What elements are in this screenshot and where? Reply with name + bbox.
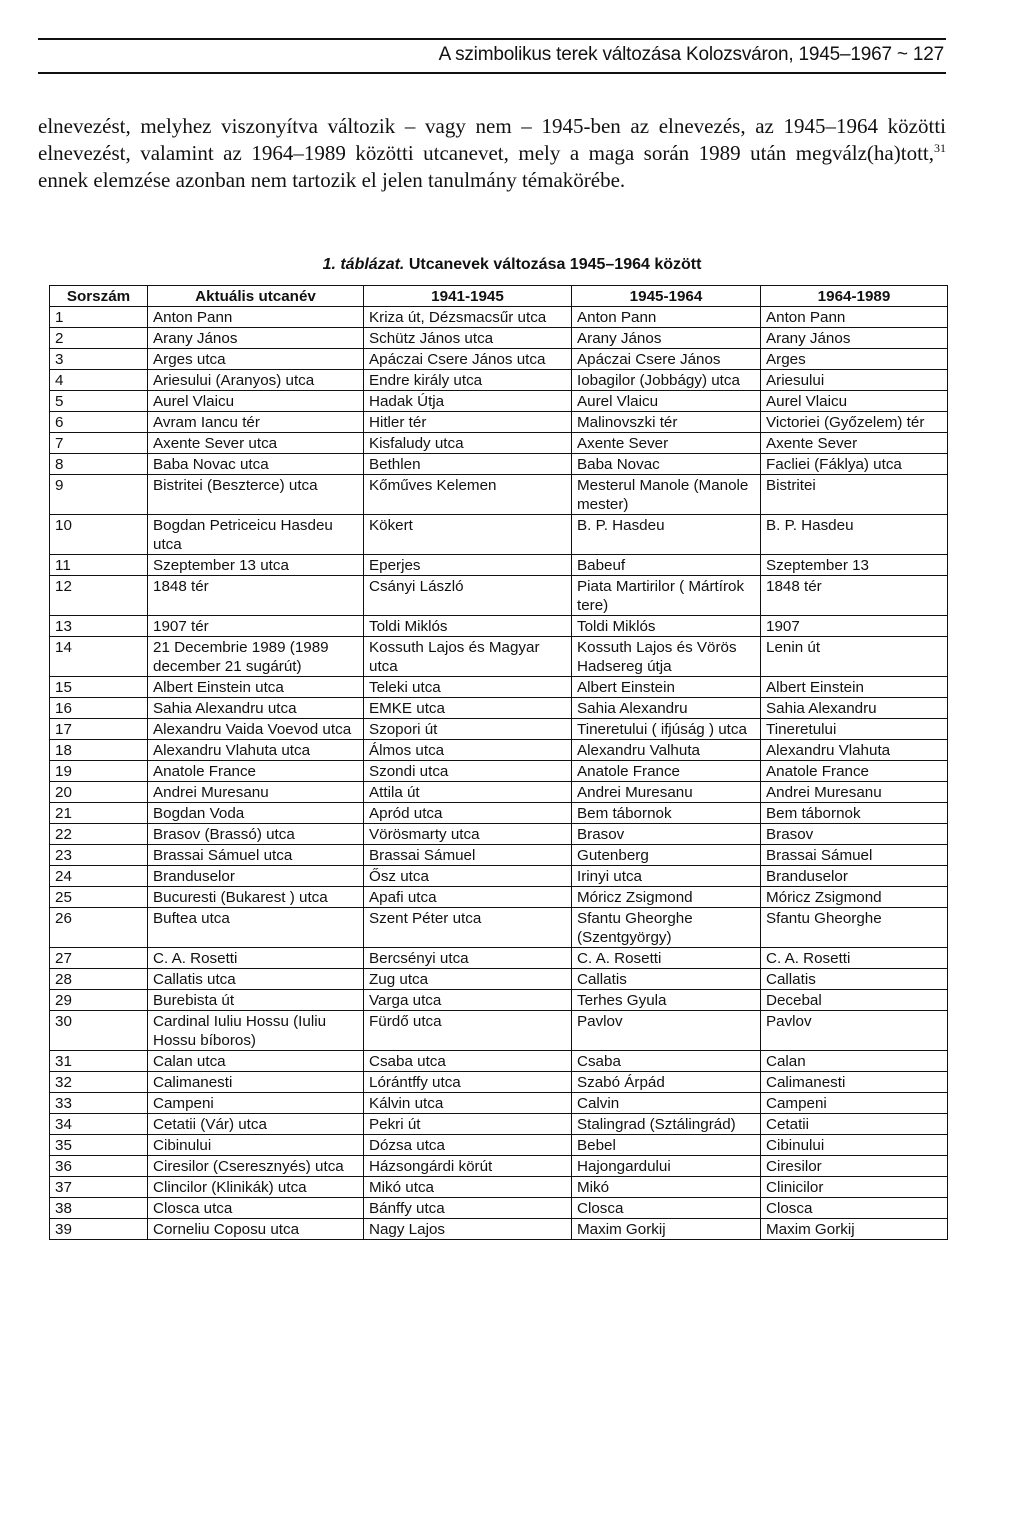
table-row	[50, 328, 948, 349]
table-row	[50, 866, 948, 887]
cell-number: 19	[50, 761, 148, 782]
cell-current-name: Bistritei (Beszterce) utca	[148, 475, 364, 515]
cell-1945-1964: Apáczai Csere János	[572, 349, 761, 370]
cell-1941-1945: Endre király utca	[364, 370, 572, 391]
cell-current-name: Avram Iancu tér	[148, 412, 364, 433]
cell-number: 5	[50, 391, 148, 412]
table-row	[50, 515, 948, 555]
cell-1945-1964: Toldi Miklós	[572, 616, 761, 637]
table-row	[50, 1114, 948, 1135]
cell-1964-1989: Aurel Vlaicu	[761, 391, 948, 412]
cell-current-name: Closca utca	[148, 1198, 364, 1219]
cell-1964-1989: Anatole France	[761, 761, 948, 782]
cell-1945-1964: Albert Einstein	[572, 677, 761, 698]
table-row	[50, 761, 948, 782]
cell-number: 28	[50, 969, 148, 990]
street-names-table	[49, 285, 948, 1240]
intro-text-part-2: ennek elemzése azonban nem tartozik el jelen tanulmány témakörébe.	[38, 168, 626, 192]
table-caption	[0, 256, 1024, 274]
cell-1964-1989: Sfantu Gheorghe	[761, 908, 948, 948]
cell-1941-1945: Bercsényi utca	[364, 948, 572, 969]
cell-1964-1989: Calan	[761, 1051, 948, 1072]
cell-1945-1964: Csaba	[572, 1051, 761, 1072]
cell-1964-1989: Cibinului	[761, 1135, 948, 1156]
table-row	[50, 719, 948, 740]
table-row	[50, 782, 948, 803]
cell-1964-1989: Branduselor	[761, 866, 948, 887]
table-row	[50, 908, 948, 948]
table-row	[50, 637, 948, 677]
cell-number: 12	[50, 576, 148, 616]
cell-1945-1964: Malinovszki tér	[572, 412, 761, 433]
table-row	[50, 1011, 948, 1051]
cell-1945-1964: Gutenberg	[572, 845, 761, 866]
cell-current-name: Campeni	[148, 1093, 364, 1114]
cell-number: 39	[50, 1219, 148, 1240]
table-row	[50, 454, 948, 475]
cell-1945-1964: Pavlov	[572, 1011, 761, 1051]
cell-current-name: Calan utca	[148, 1051, 364, 1072]
cell-1945-1964: C. A. Rosetti	[572, 948, 761, 969]
cell-1964-1989: Closca	[761, 1198, 948, 1219]
cell-current-name: Andrei Muresanu	[148, 782, 364, 803]
cell-number: 15	[50, 677, 148, 698]
cell-1964-1989: Brassai Sámuel	[761, 845, 948, 866]
cell-1941-1945: Bánffy utca	[364, 1198, 572, 1219]
table-row	[50, 616, 948, 637]
cell-1941-1945: Szent Péter utca	[364, 908, 572, 948]
running-head: A szimbolikus terek változása Kolozsváron, 1945–1967 ~ 127	[438, 44, 944, 65]
header-1964-1989: 1964-1989	[761, 286, 948, 307]
cell-1964-1989: Axente Sever	[761, 433, 948, 454]
cell-number: 17	[50, 719, 148, 740]
cell-1945-1964: Tineretului ( ifjúság ) utca	[572, 719, 761, 740]
cell-1945-1964: Bem tábornok	[572, 803, 761, 824]
cell-current-name: Buftea utca	[148, 908, 364, 948]
cell-1945-1964: Sahia Alexandru	[572, 698, 761, 719]
cell-1945-1964: Kossuth Lajos és Vörös Hadsereg útja	[572, 637, 761, 677]
cell-1941-1945: Schütz János utca	[364, 328, 572, 349]
cell-1964-1989: Campeni	[761, 1093, 948, 1114]
cell-number: 32	[50, 1072, 148, 1093]
cell-current-name: Cardinal Iuliu Hossu (Iuliu Hossu bíboros)	[148, 1011, 364, 1051]
cell-1945-1964: Hajongardului	[572, 1156, 761, 1177]
cell-current-name: Szeptember 13 utca	[148, 555, 364, 576]
cell-1945-1964: B. P. Hasdeu	[572, 515, 761, 555]
cell-1941-1945: Vörösmarty utca	[364, 824, 572, 845]
cell-1964-1989: 1848 tér	[761, 576, 948, 616]
table-row	[50, 349, 948, 370]
cell-1945-1964: Stalingrad (Sztálingrád)	[572, 1114, 761, 1135]
cell-1941-1945: Toldi Miklós	[364, 616, 572, 637]
cell-1941-1945: Lórántffy utca	[364, 1072, 572, 1093]
table-row	[50, 948, 948, 969]
table-row	[50, 576, 948, 616]
cell-current-name: 21 Decembrie 1989 (1989 december 21 sugárút)	[148, 637, 364, 677]
cell-1945-1964: Arany János	[572, 328, 761, 349]
cell-number: 26	[50, 908, 148, 948]
cell-1945-1964: Iobagilor (Jobbágy) utca	[572, 370, 761, 391]
cell-1964-1989: Arges	[761, 349, 948, 370]
cell-1964-1989: Brasov	[761, 824, 948, 845]
cell-number: 38	[50, 1198, 148, 1219]
cell-1945-1964: Anatole France	[572, 761, 761, 782]
table-row	[50, 475, 948, 515]
cell-1964-1989: Pavlov	[761, 1011, 948, 1051]
cell-number: 9	[50, 475, 148, 515]
cell-current-name: Bogdan Voda	[148, 803, 364, 824]
table-row	[50, 1072, 948, 1093]
cell-number: 24	[50, 866, 148, 887]
cell-current-name: Ariesului (Aranyos) utca	[148, 370, 364, 391]
cell-number: 22	[50, 824, 148, 845]
header-sorszam: Sorszám	[50, 286, 148, 307]
cell-1941-1945: Attila út	[364, 782, 572, 803]
cell-number: 21	[50, 803, 148, 824]
cell-current-name: Brassai Sámuel utca	[148, 845, 364, 866]
cell-1945-1964: Móricz Zsigmond	[572, 887, 761, 908]
cell-1941-1945: Házsongárdi körút	[364, 1156, 572, 1177]
cell-1964-1989: Albert Einstein	[761, 677, 948, 698]
cell-1941-1945: Pekri út	[364, 1114, 572, 1135]
cell-current-name: Branduselor	[148, 866, 364, 887]
cell-current-name: Sahia Alexandru utca	[148, 698, 364, 719]
cell-number: 8	[50, 454, 148, 475]
cell-number: 2	[50, 328, 148, 349]
table-row	[50, 433, 948, 454]
cell-1945-1964: Aurel Vlaicu	[572, 391, 761, 412]
cell-1945-1964: Brasov	[572, 824, 761, 845]
cell-number: 14	[50, 637, 148, 677]
cell-1941-1945: Szopori út	[364, 719, 572, 740]
cell-1945-1964: Terhes Gyula	[572, 990, 761, 1011]
cell-1941-1945: Ősz utca	[364, 866, 572, 887]
cell-current-name: Brasov (Brassó) utca	[148, 824, 364, 845]
cell-1964-1989: Facliei (Fáklya) utca	[761, 454, 948, 475]
cell-number: 16	[50, 698, 148, 719]
cell-1945-1964: Szabó Árpád	[572, 1072, 761, 1093]
table-row	[50, 370, 948, 391]
cell-1964-1989: Andrei Muresanu	[761, 782, 948, 803]
cell-1941-1945: Kőműves Kelemen	[364, 475, 572, 515]
cell-1964-1989: Bistritei	[761, 475, 948, 515]
cell-1941-1945: Kossuth Lajos és Magyar utca	[364, 637, 572, 677]
cell-1941-1945: Kálvin utca	[364, 1093, 572, 1114]
table-row	[50, 887, 948, 908]
cell-current-name: Cibinului	[148, 1135, 364, 1156]
cell-1941-1945: Mikó utca	[364, 1177, 572, 1198]
cell-1964-1989: Alexandru Vlahuta	[761, 740, 948, 761]
cell-1964-1989: Lenin út	[761, 637, 948, 677]
cell-1941-1945: Varga utca	[364, 990, 572, 1011]
cell-number: 1	[50, 307, 148, 328]
cell-number: 10	[50, 515, 148, 555]
cell-number: 30	[50, 1011, 148, 1051]
cell-1941-1945: Szondi utca	[364, 761, 572, 782]
cell-1941-1945: Kisfaludy utca	[364, 433, 572, 454]
cell-1941-1945: Fürdő utca	[364, 1011, 572, 1051]
table-row	[50, 1219, 948, 1240]
cell-1945-1964: Bebel	[572, 1135, 761, 1156]
table-caption-label: 1. táblázat.	[322, 256, 405, 273]
table-row	[50, 1177, 948, 1198]
table-row	[50, 1135, 948, 1156]
cell-number: 7	[50, 433, 148, 454]
cell-1945-1964: Closca	[572, 1198, 761, 1219]
cell-1941-1945: Kriza út, Dézsmacsűr utca	[364, 307, 572, 328]
cell-number: 36	[50, 1156, 148, 1177]
cell-1945-1964: Alexandru Valhuta	[572, 740, 761, 761]
cell-1945-1964: Baba Novac	[572, 454, 761, 475]
intro-text-part-1: elnevezést, melyhez viszonyítva változik – vagy nem – 1945-ben az elnevezés, az 1945–1964 közötti elnevezést, valamint az 1964–1989 közötti utcanevet, mely a maga során 1989 után megválz(ha)tott,	[38, 114, 946, 165]
cell-1941-1945: Hitler tér	[364, 412, 572, 433]
cell-current-name: Axente Sever utca	[148, 433, 364, 454]
cell-current-name: Anton Pann	[148, 307, 364, 328]
cell-current-name: Alexandru Vaida Voevod utca	[148, 719, 364, 740]
cell-1941-1945: Nagy Lajos	[364, 1219, 572, 1240]
cell-current-name: Bogdan Petriceicu Hasdeu utca	[148, 515, 364, 555]
cell-current-name: Corneliu Coposu utca	[148, 1219, 364, 1240]
cell-1964-1989: Victoriei (Győzelem) tér	[761, 412, 948, 433]
cell-number: 18	[50, 740, 148, 761]
table-row	[50, 1156, 948, 1177]
cell-1941-1945: Bethlen	[364, 454, 572, 475]
table-caption-title: Utcanevek változása 1945–1964 között	[408, 256, 702, 273]
cell-current-name: 1848 tér	[148, 576, 364, 616]
table-row	[50, 1093, 948, 1114]
table-row	[50, 555, 948, 576]
cell-1941-1945: Hadak Útja	[364, 391, 572, 412]
cell-1964-1989: B. P. Hasdeu	[761, 515, 948, 555]
header-1945-1964: 1945-1964	[572, 286, 761, 307]
cell-1964-1989: Ariesului	[761, 370, 948, 391]
cell-number: 27	[50, 948, 148, 969]
table-row	[50, 307, 948, 328]
cell-1964-1989: Arany János	[761, 328, 948, 349]
cell-number: 35	[50, 1135, 148, 1156]
table-row	[50, 1198, 948, 1219]
cell-number: 34	[50, 1114, 148, 1135]
cell-number: 4	[50, 370, 148, 391]
cell-current-name: Arges utca	[148, 349, 364, 370]
cell-1941-1945: Apród utca	[364, 803, 572, 824]
footnote-reference[interactable]: 31	[934, 141, 946, 155]
cell-current-name: Bucuresti (Bukarest ) utca	[148, 887, 364, 908]
cell-number: 25	[50, 887, 148, 908]
cell-1945-1964: Irinyi utca	[572, 866, 761, 887]
cell-1945-1964: Axente Sever	[572, 433, 761, 454]
cell-1964-1989: Sahia Alexandru	[761, 698, 948, 719]
table-row	[50, 990, 948, 1011]
table-row	[50, 824, 948, 845]
table-row	[50, 412, 948, 433]
cell-1941-1945: Csaba utca	[364, 1051, 572, 1072]
cell-1964-1989: C. A. Rosetti	[761, 948, 948, 969]
table-row	[50, 969, 948, 990]
cell-current-name: Aurel Vlaicu	[148, 391, 364, 412]
cell-current-name: Callatis utca	[148, 969, 364, 990]
cell-number: 11	[50, 555, 148, 576]
cell-number: 31	[50, 1051, 148, 1072]
cell-1964-1989: Decebal	[761, 990, 948, 1011]
cell-1964-1989: Anton Pann	[761, 307, 948, 328]
cell-current-name: Anatole France	[148, 761, 364, 782]
cell-number: 13	[50, 616, 148, 637]
cell-1964-1989: Cetatii	[761, 1114, 948, 1135]
intro-paragraph	[38, 113, 946, 194]
cell-number: 33	[50, 1093, 148, 1114]
cell-1964-1989: Clinicilor	[761, 1177, 948, 1198]
cell-number: 3	[50, 349, 148, 370]
cell-1941-1945: Kökert	[364, 515, 572, 555]
cell-1945-1964: Mesterul Manole (Manole mester)	[572, 475, 761, 515]
cell-number: 20	[50, 782, 148, 803]
cell-current-name: Cetatii (Vár) utca	[148, 1114, 364, 1135]
header-current-name: Aktuális utcanév	[148, 286, 364, 307]
header-rule-top	[38, 38, 946, 40]
table-row	[50, 803, 948, 824]
cell-1945-1964: Anton Pann	[572, 307, 761, 328]
cell-1945-1964: Babeuf	[572, 555, 761, 576]
header-1941-1945: 1941-1945	[364, 286, 572, 307]
cell-1941-1945: Apafi utca	[364, 887, 572, 908]
cell-current-name: Clincilor (Klinikák) utca	[148, 1177, 364, 1198]
cell-1964-1989: Tineretului	[761, 719, 948, 740]
cell-1964-1989: Callatis	[761, 969, 948, 990]
cell-current-name: Burebista út	[148, 990, 364, 1011]
table-row	[50, 391, 948, 412]
cell-1941-1945: Eperjes	[364, 555, 572, 576]
cell-current-name: Calimanesti	[148, 1072, 364, 1093]
table-header-row	[50, 286, 948, 307]
cell-1945-1964: Mikó	[572, 1177, 761, 1198]
cell-current-name: Baba Novac utca	[148, 454, 364, 475]
cell-1964-1989: Ciresilor	[761, 1156, 948, 1177]
cell-1941-1945: Zug utca	[364, 969, 572, 990]
cell-1941-1945: Álmos utca	[364, 740, 572, 761]
table-row	[50, 1051, 948, 1072]
cell-current-name: Albert Einstein utca	[148, 677, 364, 698]
cell-number: 29	[50, 990, 148, 1011]
cell-1945-1964: Maxim Gorkij	[572, 1219, 761, 1240]
cell-1941-1945: Csányi László	[364, 576, 572, 616]
cell-1945-1964: Sfantu Gheorghe (Szentgyörgy)	[572, 908, 761, 948]
cell-current-name: Alexandru Vlahuta utca	[148, 740, 364, 761]
cell-1945-1964: Calvin	[572, 1093, 761, 1114]
table-row	[50, 698, 948, 719]
cell-1964-1989: Móricz Zsigmond	[761, 887, 948, 908]
table-row	[50, 740, 948, 761]
cell-1945-1964: Andrei Muresanu	[572, 782, 761, 803]
cell-current-name: Ciresilor (Cseresznyés) utca	[148, 1156, 364, 1177]
cell-number: 23	[50, 845, 148, 866]
cell-1964-1989: Szeptember 13	[761, 555, 948, 576]
cell-current-name: 1907 tér	[148, 616, 364, 637]
cell-1941-1945: EMKE utca	[364, 698, 572, 719]
cell-1941-1945: Teleki utca	[364, 677, 572, 698]
table-row	[50, 845, 948, 866]
cell-1945-1964: Callatis	[572, 969, 761, 990]
cell-1964-1989: Bem tábornok	[761, 803, 948, 824]
cell-number: 6	[50, 412, 148, 433]
cell-1941-1945: Brassai Sámuel	[364, 845, 572, 866]
table-row	[50, 677, 948, 698]
cell-1941-1945: Apáczai Csere János utca	[364, 349, 572, 370]
cell-1964-1989: 1907	[761, 616, 948, 637]
cell-1964-1989: Calimanesti	[761, 1072, 948, 1093]
cell-1945-1964: Piata Martirilor ( Mártírok tere)	[572, 576, 761, 616]
header-rule-bottom	[38, 72, 946, 74]
cell-current-name: C. A. Rosetti	[148, 948, 364, 969]
cell-current-name: Arany János	[148, 328, 364, 349]
cell-number: 37	[50, 1177, 148, 1198]
cell-1964-1989: Maxim Gorkij	[761, 1219, 948, 1240]
cell-1941-1945: Dózsa utca	[364, 1135, 572, 1156]
